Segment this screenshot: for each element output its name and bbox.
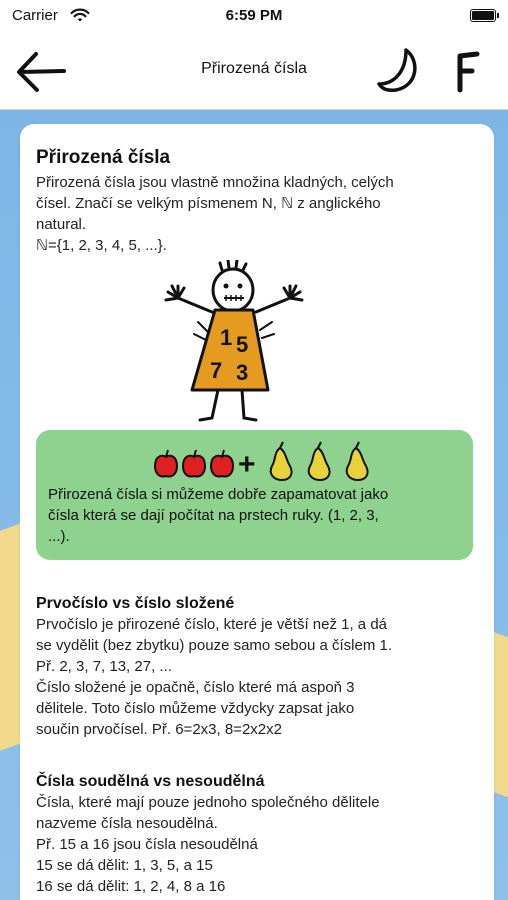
tip-line: Přirozená čísla si můžeme dobře zapamatovat jako	[48, 486, 389, 503]
prime-vs-composite-section	[36, 593, 476, 740]
figure-digit: 3	[236, 360, 249, 385]
tip-line: čísla která se dají počítat na prstech ruky. (1, 2, 3,	[48, 507, 379, 524]
section-line: se vydělit (bez zbytku) pouze samo sebou a číslem 1.	[36, 637, 393, 654]
intro-section	[36, 147, 476, 256]
plus-sign: +	[238, 448, 256, 481]
natural-numbers-set: ℕ={1, 2, 3, 4, 5, ...}.	[36, 237, 167, 254]
section-heading: Prvočíslo vs číslo složené	[36, 595, 235, 612]
intro-line: natural.	[36, 216, 87, 233]
apple-icon	[155, 450, 177, 477]
pear-icon	[347, 442, 368, 480]
section-line: 15 se dá dělit: 1, 3, 5, a 15	[36, 857, 213, 874]
intro-line: čísel. Značí se velkým písmenem N, ℕ z anglického	[36, 195, 381, 212]
section-line: dělitele. Toto číslo můžeme vždycky zapsat jako	[36, 700, 355, 717]
font-letter-icon[interactable]	[450, 46, 484, 96]
article-title: Přirozená čísla	[36, 147, 171, 168]
status-bar	[0, 0, 508, 34]
tip-line: ...).	[48, 528, 70, 545]
apples-plus-pears-illustration	[150, 440, 380, 482]
section-line: součin prvočísel. Př. 6=2x3, 8=2x2x2	[36, 721, 282, 738]
apple-icon	[183, 450, 205, 477]
section-line: Př. 15 a 16 jsou čísla nesoudělná	[36, 836, 258, 853]
section-line: Př. 2, 3, 7, 13, 27, ...	[36, 658, 172, 675]
clock: 6:59 PM	[225, 7, 283, 24]
section-heading: Čísla soudělná vs nesoudělná	[36, 773, 265, 790]
pear-icon	[271, 442, 292, 480]
coprime-section	[36, 771, 476, 897]
tip-text	[48, 484, 464, 547]
carrier-label: Carrier	[12, 7, 58, 24]
figure-digit: 7	[210, 358, 223, 383]
navigation-bar	[0, 34, 508, 110]
section-line: Čísla, které mají pouze jednoho společného dělitele	[36, 794, 380, 811]
intro-line: Přirozená čísla jsou vlastně množina kladných, celých	[36, 174, 394, 191]
section-line: 16 se dá dělit: 1, 2, 4, 8 a 16	[36, 878, 226, 895]
page-title: Přirozená čísla	[201, 60, 307, 77]
numbers-figure-illustration	[160, 260, 310, 425]
battery-icon	[470, 9, 496, 22]
figure-digit: 5	[236, 332, 249, 357]
pear-icon	[309, 442, 330, 480]
moon-icon[interactable]	[376, 46, 424, 96]
figure-digit: 1	[220, 325, 233, 350]
section-line: Číslo složené je opačně, číslo které má aspoň 3	[36, 679, 355, 696]
section-line: nazveme čísla nesoudělná.	[36, 815, 218, 832]
section-line: Prvočíslo je přirozené číslo, které je větší než 1, a dá	[36, 616, 387, 633]
apple-icon	[211, 450, 233, 477]
